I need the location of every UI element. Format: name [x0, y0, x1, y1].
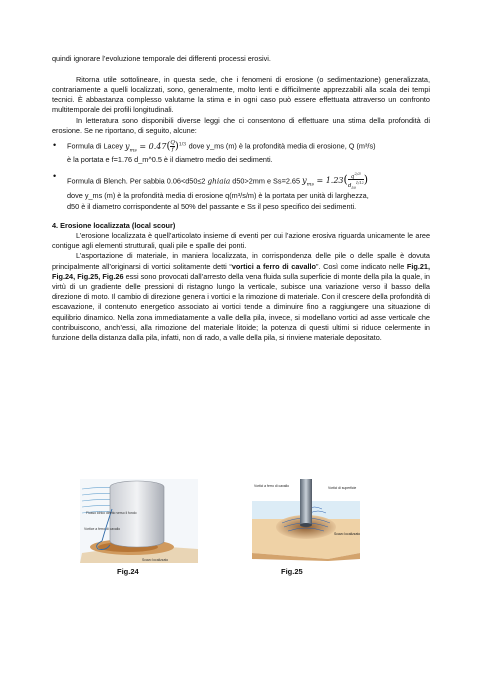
scour-label: Scavo localizzato — [334, 532, 361, 536]
bullet-icon: • — [53, 170, 57, 181]
body-text — [52, 54, 430, 343]
fig24-caption: Fig.24 — [117, 567, 139, 576]
paragraph: L’erosione localizzata è quell’articolato insieme di eventi per cui l’azione erosiva riguarda unicamente le aree contigue agli elementi strutturali, quali pile e spalle dei ponti. — [52, 230, 430, 251]
paragraph: In letteratura sono disponibili diverse leggi che ci consentono di effettuare una stima della profondità di erosione. Se ne riportano, di seguito, alcune: — [52, 115, 430, 135]
pier-vortex-illustration — [80, 479, 198, 563]
lacey-formula-item: • Formula di Lacey $y_{ms} = 0.47$( $\frac{Q}{f}$ )$^{1/3}$ dove y_ms (m) è la profondità media di erosione, Q (m³/s) è la portata e f=1.76 d_m^0.5 è il diametro medio dei sedimenti. — [53, 139, 376, 165]
scour-hole-illustration — [248, 479, 364, 561]
figure-24 — [80, 479, 198, 568]
blench-formula: $y_{ms} = 1.23$( $\frac{q^{2/3}}{d_{50}^{1/12}}$ ) — [302, 170, 368, 191]
fig25-caption: Fig.25 — [281, 567, 303, 576]
horseshoe-vortex-label: Vortice a ferro di cavallo — [84, 527, 121, 531]
figure-25 — [248, 479, 364, 566]
paragraph: L’asportazione di materiale, in maniera localizzata, in corrispondenza delle pile o delle spalle è dovuta principalmente all’originarsi di vortici solitamente detti “vortici a ferro di cavallo”. Così come indicato nelle Fig.21, Fig.24, Fig.25, Fig.26 essi sono provocati dall’arresto della vena fluida sulla superficie di monte della pila la quale, in virtù di un gradiente delle pressioni di ristagno lungo la verticale, subisce una variazione verso il basso della direzione di moto. Il cambio di direzione genera i vortici e la rimozione di materiale. Con il crescere della profondità di escavazione, il contenuto energetico associato ai vortici tende a diminuire fino a raggiungere una situazione di equilibrio dinamico. Nella zona immediatamente a valle della pila, invece, si modellano vortici ad asse verticale che contribuiscono, anch’essi, alla rimozione del materiale litoide; la potenza di questi ultimi si riduce celermente in funzione della distanza dalla pila, infatti, non di rado, a valle della pila, si rinviene materiale depositato. — [52, 251, 431, 342]
flow-label: Flusso idrico diretto verso il fondo — [86, 511, 137, 515]
horseshoe-vortex-label: Vortici a ferro di cavallo — [254, 484, 290, 488]
lacey-formula: $y_{ms} = 0.47$( $\frac{Q}{f}$ )$^{1/3}$ — [125, 140, 187, 154]
blench-formula-item: • Formula di Blench. Per sabbia 0.06<d50≤2 ghiaia d50>2mm e Ss=2.65 $y_{ms} = 1.23$( $\frac{q^{2/3}}{d_{50}^{1/12}}$ ) dove y_ms (m) è la profondità media di erosione q(m³/s/m) è la portata per unità di larghezza, d50 è il diametro corrispondente al 50% del passante e Ss il peso specifico dei sedimenti. — [53, 170, 369, 211]
scour-label: Scavo localizzato — [142, 558, 169, 562]
bullet-icon: • — [53, 139, 57, 150]
surface-vortex-label: Vortici di superficie — [328, 486, 357, 490]
paragraph: quindi ignorare l’evoluzione temporale dei differenti processi erosivi. — [52, 54, 271, 63]
section-heading: 4. Erosione localizzata (local scour) — [52, 220, 176, 230]
paragraph: Ritorna utile sottolineare, in questa sede, che i fenomeni di erosione (o sedimentazione) generalizzata, contrariamente a quelli localizzati, sono, generalmente, molto lenti e difficilmente apprezzabili alla scala dei tempi tecnici. È abbastanza complesso valutarne la stima e in ogni caso può essere effettuata attraverso un confronto multitemporale dei profili longitudinali. — [52, 74, 430, 115]
